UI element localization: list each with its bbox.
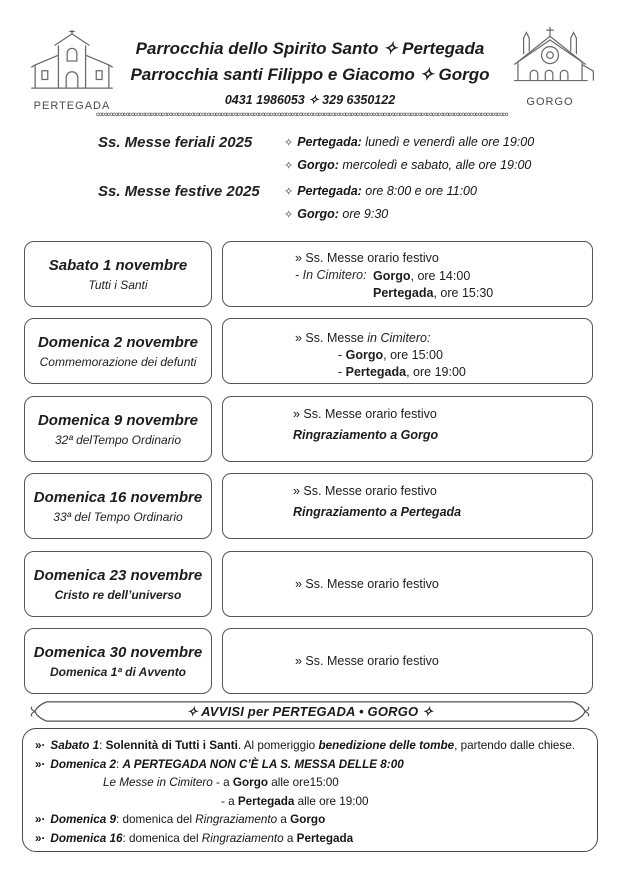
schedule-item: ✧ Gorgo: mercoledì e sabato, alle ore 19:00 (284, 158, 532, 172)
row-date: Domenica 9 novembre (37, 411, 199, 429)
avvisi-item-sabato-1: »· Sabato 1: Solennità di Tutti i Santi. Al pomeriggio benedizione delle tombe, partendo dalle chiese. (35, 739, 576, 752)
schedule-feriali-items (284, 131, 534, 177)
row-subtitle: 32ª delTempo Ordinario (54, 432, 182, 447)
cemetery-times (373, 268, 493, 302)
gorgo-church-icon (502, 24, 598, 90)
schedule-item: ✧ Gorgo: ore 9:30 (284, 207, 389, 221)
mass-line: » Ss. Messe orario festivo (293, 484, 437, 498)
date-box (24, 396, 212, 462)
info-box (222, 318, 593, 384)
date-box (24, 473, 212, 539)
row-subtitle: Domenica 1ª di Avvento (49, 664, 187, 679)
page-title-line2: Parrocchia santi Filippo e Giacomo ✧ Gorgo (130, 65, 490, 84)
schedule-item: ✧ Pertegada: ore 8:00 e ore 11:00 (284, 184, 477, 198)
gorgo-church-logo (500, 24, 600, 108)
avvisi-banner (22, 699, 598, 724)
mass-line: » Ss. Messe orario festivo (295, 251, 439, 265)
thanksgiving-note: Ringraziamento a Gorgo (293, 428, 439, 442)
schedule-festive-items (284, 180, 477, 226)
church-label-gorgo: GORGO (526, 96, 574, 108)
cemetery-label: - In Cimitero: (295, 268, 367, 282)
avvisi-item-domenica-9: »· Domenica 9: domenica del Ringraziamento a Gorgo (35, 813, 326, 826)
avvisi-sub-cimitero-gorgo: Le Messe in Cimitero - a Gorgo alle ore15:00 (103, 776, 339, 789)
arrow-bullet-icon: »· (35, 831, 46, 845)
info-box (222, 628, 593, 694)
row-date: Domenica 2 novembre (37, 333, 199, 351)
schedule-festive-row (98, 180, 568, 226)
info-box (222, 473, 593, 539)
cemetery-entry: Pertegada, ore 15:30 (373, 286, 494, 300)
schedule-festive-title: Ss. Messe festive 2025 (98, 183, 260, 200)
date-box (24, 628, 212, 694)
church-label-pertegada: PERTEGADA (33, 100, 111, 112)
date-box (24, 551, 212, 617)
diamond-icon: ✧ (284, 186, 294, 198)
row-date: Domenica 23 novembre (33, 566, 203, 584)
divider-ornament: ∞∞∞∞∞∞∞∞∞∞∞∞∞∞∞∞∞∞∞∞∞∞∞∞∞∞∞∞∞∞∞∞∞∞∞∞∞∞∞∞∞∞∞∞∞∞∞∞∞∞∞∞∞∞∞∞∞∞∞∞∞∞∞∞∞∞∞∞∞∞∞∞∞∞∞∞ (96, 109, 508, 119)
page-header-titles (110, 36, 510, 107)
cemetery-masses (295, 268, 592, 302)
mass-schedule-section (98, 131, 568, 226)
diamond-icon: ✧ (284, 137, 294, 149)
avvisi-banner-title: ✧ AVVISI per PERTEGADA • GORGO ✧ (186, 704, 434, 719)
row-subtitle: Cristo re dell’universo (54, 587, 182, 602)
row-subtitle: 33ª del Tempo Ordinario (53, 509, 183, 524)
avvisi-item-domenica-2: »· Domenica 2: A PERTEGADA NON C’È LA S. MESSA DELLE 8:00 (35, 757, 404, 771)
row-date: Domenica 30 novembre (33, 643, 203, 661)
date-box (24, 318, 212, 384)
pertegada-church-logo (22, 30, 122, 112)
info-box (222, 241, 593, 307)
avvisi-box (22, 728, 598, 852)
cemetery-entry: - Gorgo, ore 15:00 (338, 348, 443, 362)
row-date: Domenica 16 novembre (33, 488, 203, 506)
cemetery-entry: Gorgo, ore 14:00 (373, 269, 471, 283)
schedule-feriali-row (98, 131, 568, 177)
row-subtitle: Commemorazione dei defunti (39, 354, 197, 369)
schedule-feriali-title: Ss. Messe feriali 2025 (98, 134, 253, 151)
arrow-bullet-icon: »· (35, 739, 46, 752)
thanksgiving-note: Ringraziamento a Pertegada (293, 505, 462, 519)
schedule-item: ✧ Pertegada: lunedì e venerdì alle ore 19:00 (284, 135, 535, 149)
info-box (222, 396, 593, 462)
date-box (24, 241, 212, 307)
diamond-icon: ✧ (284, 160, 294, 172)
mass-line: » Ss. Messe in Cimitero: (295, 331, 431, 345)
cemetery-entry: - Pertegada, ore 19:00 (338, 365, 466, 379)
mass-line: » Ss. Messe orario festivo (295, 577, 439, 591)
row-subtitle: Tutti i Santi (88, 277, 148, 292)
diamond-icon: ✧ (284, 209, 294, 221)
info-box (222, 551, 593, 617)
arrow-bullet-icon: »· (35, 813, 46, 826)
mass-line: » Ss. Messe orario festivo (295, 654, 439, 668)
arrow-bullet-icon: »· (35, 757, 46, 771)
phone-numbers: 0431 1986053 ✧ 329 6350122 (224, 93, 396, 107)
avvisi-item-domenica-16: »· Domenica 16: domenica del Ringraziamento a Pertegada (35, 831, 354, 845)
mass-line: » Ss. Messe orario festivo (293, 407, 437, 421)
avvisi-sub-cimitero-pertegada: - a Pertegada alle ore 19:00 (221, 794, 369, 808)
pertegada-church-icon (24, 30, 120, 94)
row-date: Sabato 1 novembre (48, 256, 188, 274)
cemetery-times (338, 347, 592, 381)
page-title-line1: Parrocchia dello Spirito Santo ✧ Pertegada (135, 39, 485, 58)
